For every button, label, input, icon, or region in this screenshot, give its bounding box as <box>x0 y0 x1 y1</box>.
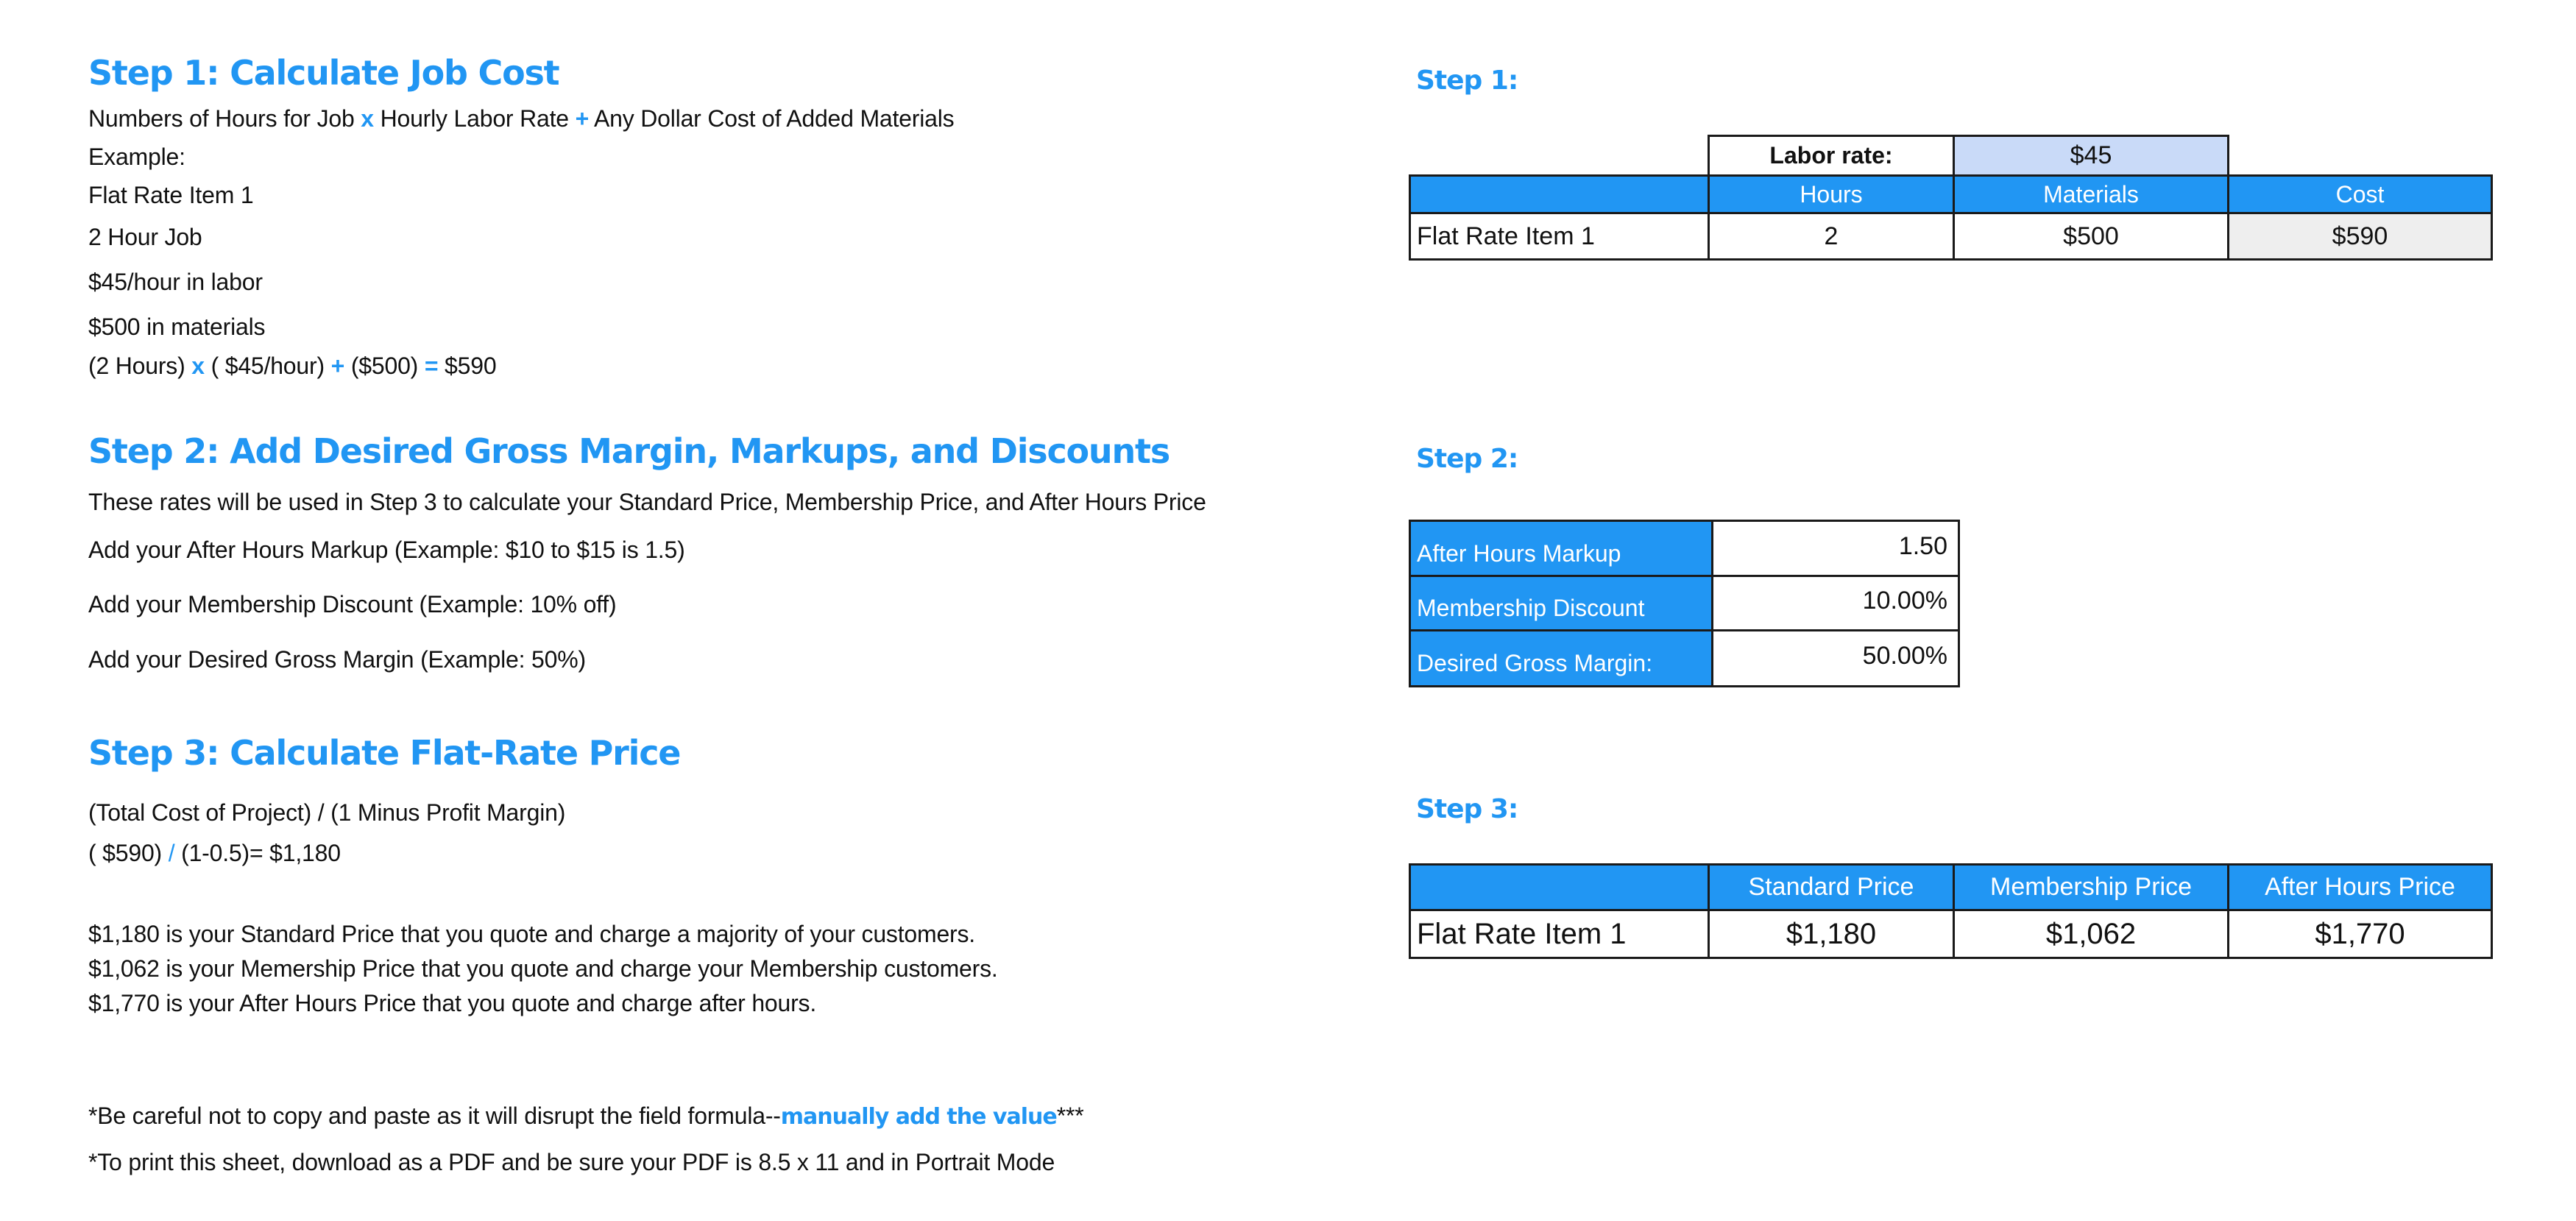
labor-rate-input[interactable]: $45 <box>1954 136 2229 176</box>
membership-price-cell: $1,062 <box>1954 910 2229 958</box>
result-line: $1,062 is your Memership Price that you quote and charge your Membership customers. <box>88 955 998 982</box>
column-header <box>1410 176 1709 213</box>
job-cost-header-row <box>1410 176 2492 213</box>
step2-intro: These rates will be used in Step 3 to calculate your Standard Price, Membership Price, and After Hours Price <box>88 489 1206 515</box>
example-line: $45/hour in labor <box>88 269 263 295</box>
column-header-materials: Materials <box>1954 176 2229 213</box>
result-line: $1,180 is your Standard Price that you quote and charge a majority of your customers. <box>88 921 976 947</box>
right-step3-heading: Step 3: <box>1416 794 1518 824</box>
step1-calculation <box>88 354 496 378</box>
membership-discount-label: Membership Discount <box>1410 576 1713 631</box>
item-name-cell[interactable]: Flat Rate Item 1 <box>1410 213 1709 260</box>
equals-operator: = <box>424 353 439 379</box>
gross-margin-input[interactable]: 50.00% <box>1713 631 1959 687</box>
note-emphasis: manually add the value <box>780 1104 1057 1130</box>
right-step1-heading: Step 1: <box>1416 66 1518 96</box>
step2-heading: Step 2: Add Desired Gross Margin, Markups, and Discounts <box>88 431 1170 471</box>
column-header-after-hours-price: After Hours Price <box>2229 865 2492 910</box>
plus-operator: + <box>330 353 345 379</box>
result-line: $1,770 is your After Hours Price that you quote and charge after hours. <box>88 990 817 1016</box>
rates-table <box>1409 520 1960 687</box>
calc-materials: ($500) <box>350 353 419 379</box>
labor-rate-label: Labor rate: <box>1709 136 1954 176</box>
rate-row <box>1410 521 1959 576</box>
step1-heading: Step 1: Calculate Job Cost <box>88 53 559 93</box>
step3-calculation <box>88 841 341 865</box>
after-hours-markup-label: After Hours Markup <box>1410 521 1713 576</box>
right-step2-heading: Step 2: <box>1416 444 1518 474</box>
step3-heading: Step 3: Calculate Flat-Rate Price <box>88 733 681 773</box>
table-row <box>1410 910 2492 958</box>
formula-part-hours: Numbers of Hours for Job <box>88 105 355 132</box>
calc-result: (1-0.5)= $1,180 <box>181 840 341 866</box>
print-note: *To print this sheet, download as a PDF and be sure your PDF is 8.5 x 11 and in Portrait Mode <box>88 1149 1055 1175</box>
empty-cell <box>1410 136 1709 176</box>
formula-part-materials: Any Dollar Cost of Added Materials <box>594 105 955 132</box>
calc-hours: (2 Hours) <box>88 353 185 379</box>
calc-result: $590 <box>445 353 497 379</box>
cost-cell: $590 <box>2229 213 2492 260</box>
after-hours-markup-input[interactable]: 1.50 <box>1713 521 1959 576</box>
hours-input[interactable]: 2 <box>1709 213 1954 260</box>
calc-rate: ( $45/hour) <box>210 353 325 379</box>
table-row <box>1410 213 2492 260</box>
step2-line: Add your Desired Gross Margin (Example: 50%) <box>88 646 586 673</box>
after-hours-price-cell: $1,770 <box>2229 910 2492 958</box>
divide-operator: / <box>168 840 175 866</box>
example-line: 2 Hour Job <box>88 224 202 250</box>
step1-formula <box>88 107 954 130</box>
rate-row <box>1410 631 1959 687</box>
step3-formula: (Total Cost of Project) / (1 Minus Profit Margin) <box>88 799 566 826</box>
standard-price-cell: $1,180 <box>1709 910 1954 958</box>
price-header-row <box>1410 865 2492 910</box>
note-suffix: *** <box>1056 1103 1084 1129</box>
multiply-operator: x <box>361 105 374 132</box>
job-cost-table <box>1409 135 2493 261</box>
column-header-cost: Cost <box>2229 176 2492 213</box>
multiply-operator: x <box>191 353 205 379</box>
plus-operator: + <box>575 105 590 132</box>
item-name-cell: Flat Rate Item 1 <box>1410 910 1709 958</box>
column-header <box>1410 865 1709 910</box>
step2-line: Add your Membership Discount (Example: 10% off) <box>88 591 617 617</box>
copy-paste-note <box>88 1104 1083 1128</box>
column-header-standard-price: Standard Price <box>1709 865 1954 910</box>
labor-rate-row <box>1410 136 2492 176</box>
materials-input[interactable]: $500 <box>1954 213 2229 260</box>
example-label: Example: <box>88 144 185 170</box>
note-text: *Be careful not to copy and paste as it will disrupt the field formula-- <box>88 1103 781 1129</box>
formula-part-rate: Hourly Labor Rate <box>380 105 569 132</box>
calc-cost: ( $590) <box>88 840 162 866</box>
example-line: Flat Rate Item 1 <box>88 182 254 208</box>
column-header-hours: Hours <box>1709 176 1954 213</box>
price-table <box>1409 863 2493 959</box>
column-header-membership-price: Membership Price <box>1954 865 2229 910</box>
step2-line: Add your After Hours Markup (Example: $10 to $15 is 1.5) <box>88 537 685 563</box>
example-line: $500 in materials <box>88 314 266 340</box>
empty-cell <box>2229 136 2492 176</box>
membership-discount-input[interactable]: 10.00% <box>1713 576 1959 631</box>
gross-margin-label: Desired Gross Margin: <box>1410 631 1713 687</box>
rate-row <box>1410 576 1959 631</box>
